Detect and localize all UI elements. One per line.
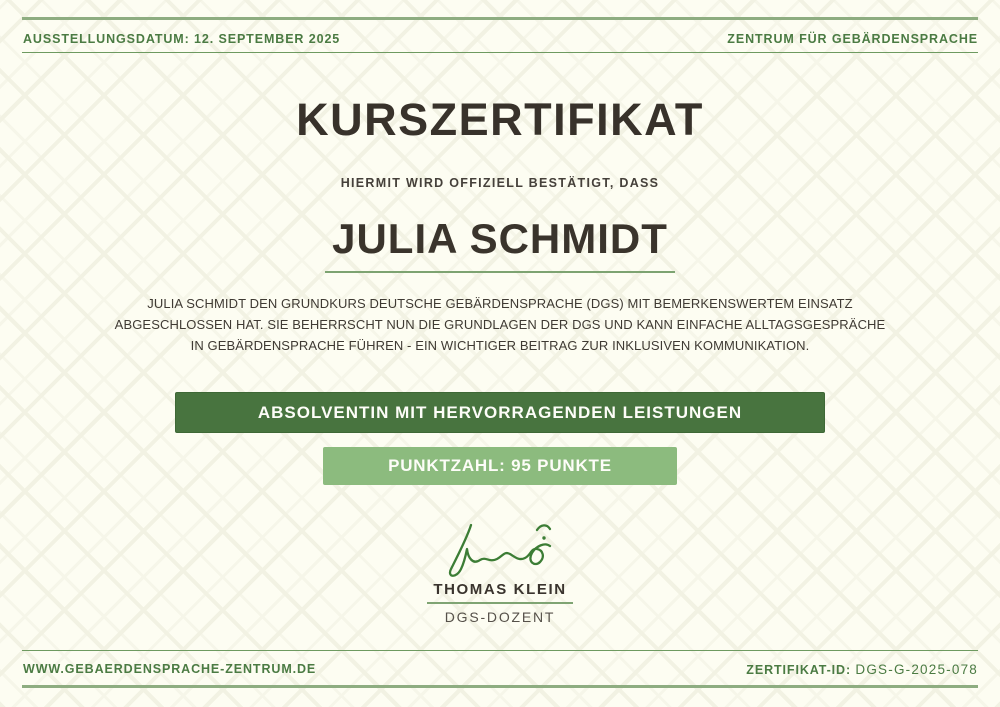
footer-row <box>23 661 978 677</box>
issue-date: AUSSTELLUNGSDATUM: 12. SEPTEMBER 2025 <box>23 32 341 46</box>
statement-line: JULIA SCHMIDT DEN GRUNDKURS DEUTSCHE GEBÄRDENSPRACHE (DGS) MIT BEMERKENSWERTEM EINSATZ <box>147 296 853 311</box>
certificate-title: KURSZERTIFIKAT <box>296 94 704 145</box>
header-rule <box>22 52 978 53</box>
score-banner: PUNKTZAHL: 95 PUNKTE <box>323 447 677 485</box>
recipient-name: JULIA SCHMIDT <box>332 215 668 262</box>
statement-line: IN GEBÄRDENSPRACHE FÜHREN - EIN WICHTIGER BEITRAG ZUR INKLUSIVEN KOMMUNIKATION. <box>190 337 810 353</box>
intro-line: HIERMIT WIRD OFFIZIELL BESTÄTIGT, DASS <box>340 176 660 190</box>
handwritten-signature <box>440 518 560 580</box>
signer-name: THOMAS KLEIN <box>433 581 567 598</box>
statement-paragraph <box>0 294 1000 356</box>
top-rule <box>22 17 978 20</box>
statement-line: ABGESCHLOSSEN HAT. SIE BEHERRSCHT NUN DIE GRUNDLAGEN DER DGS UND KANN EINFACHE ALLTAGSGESPRÄCHE <box>114 316 886 332</box>
header-row <box>23 31 978 47</box>
signature-rule <box>427 602 573 604</box>
certificate-id-label: ZERTIFIKAT-ID: <box>746 662 852 677</box>
name-underline <box>325 271 675 273</box>
signature-scribble-icon <box>440 518 560 580</box>
footer-rule <box>22 650 978 651</box>
signer-role: DGS-DOZENT <box>444 609 556 625</box>
certificate-id-value: DGS-G-2025-078 <box>855 661 978 677</box>
organization-name: ZENTRUM FÜR GEBÄRDENSPRACHE <box>727 32 978 46</box>
award-banner: ABSOLVENTIN MIT HERVORRAGENDEN LEISTUNGEN <box>175 392 825 433</box>
bottom-rule <box>22 685 978 688</box>
website-link: WWW.GEBAERDENSPRACHE-ZENTRUM.DE <box>23 662 317 676</box>
certificate-id <box>746 662 978 677</box>
